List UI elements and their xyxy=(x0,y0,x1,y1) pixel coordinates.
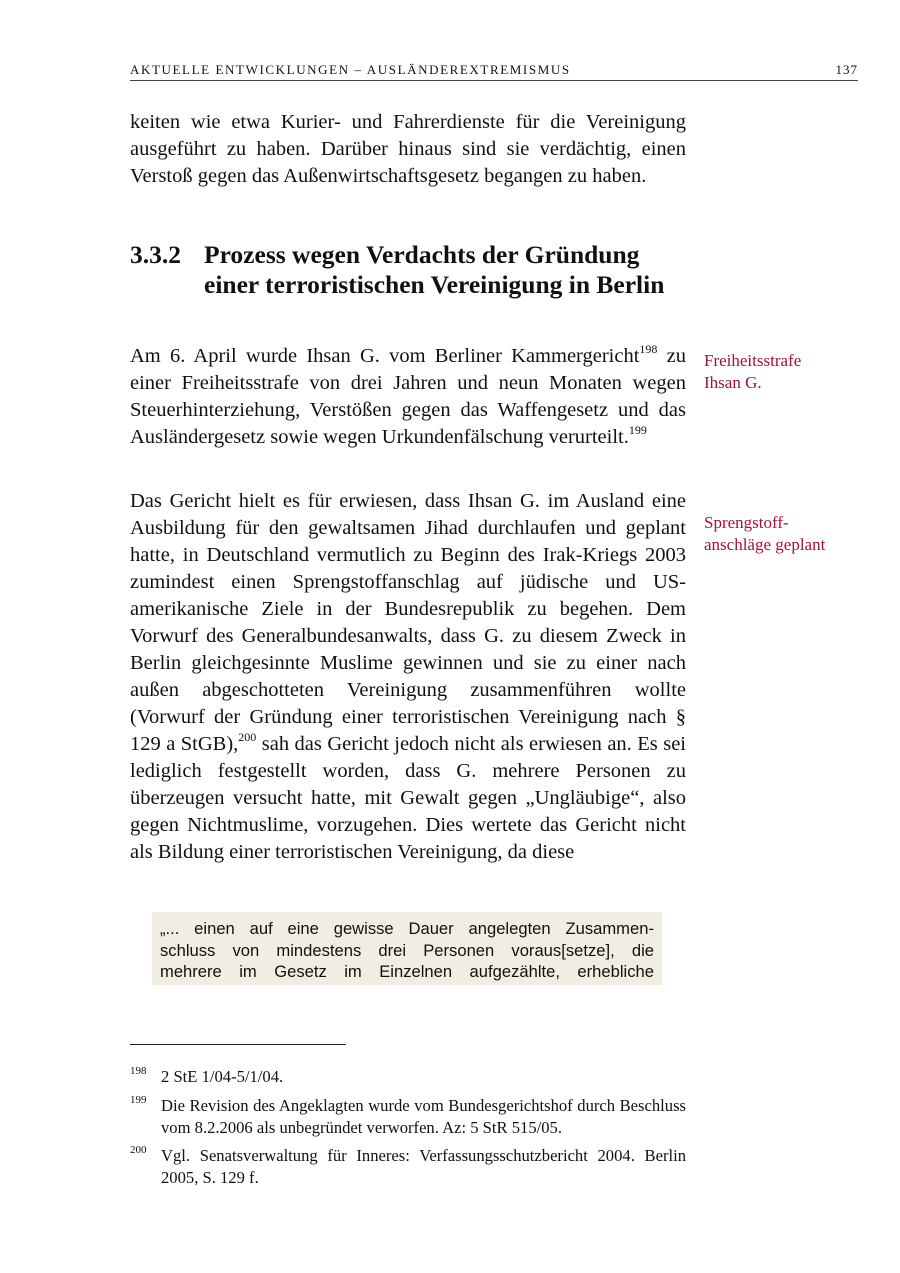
footnote-text: Vgl. Senatsverwaltung für Inneres: Verfassungsschutzbericht 2004. Berlin 2005, S. 129 f. xyxy=(161,1146,686,1187)
intro-paragraph-block xyxy=(130,109,686,190)
footnote-200 xyxy=(130,1145,686,1188)
margin-note-1-line-2: Ihsan G. xyxy=(704,373,762,392)
margin-note-2-line-2: anschläge geplant xyxy=(704,535,826,554)
margin-note-1-line-1: Freiheitsstrafe xyxy=(704,351,802,370)
running-title: AKTUELLE ENTWICKLUNGEN – AUSLÄNDEREXTREMISMUS xyxy=(130,62,571,77)
paragraph-1-block xyxy=(130,343,686,451)
header-rule xyxy=(130,80,858,81)
section-title: Prozess wegen Verdachts der Gründung einer terroristischen Vereinigung in Berlin xyxy=(204,240,665,299)
intro-paragraph: keiten wie etwa Kurier- und Fahrerdienste für die Vereinigung ausgeführt zu haben. Darüber hinaus sind sie verdächtig, einen Verstoß gegen das Außenwirtschaftsgesetz begangen zu haben. xyxy=(130,111,686,187)
quote-block xyxy=(152,912,662,985)
paragraph-2 xyxy=(130,488,686,866)
paragraph-1-text-a: Am 6. April wurde Ihsan G. vom Berliner Kammergericht xyxy=(130,345,640,367)
section-heading xyxy=(130,240,686,300)
paragraph-2-block xyxy=(130,488,686,866)
margin-note-sprengstoff xyxy=(704,512,874,556)
section-number: 3.3.2 xyxy=(130,240,181,269)
paragraph-2-text-a: Das Gericht hielt es für erwiesen, dass Ihsan G. im Ausland eine Ausbildung für den gewaltsamen Jihad durchlaufen und geplant hatte, in Deutschland vermutlich zu Beginn des Irak-Kriegs 2003 zumindest einen Sprengstoffanschlag auf jüdische und US-amerikanische Ziele in der Bundesrepublik zu begehen. Dem Vorwurf des Generalbundesanwalts, dass G. zu diesem Zweck in Berlin gleichgesinnte Muslime gewinnen und sie zu einer nach außen abgeschotteten Vereinigung zusammenführen wollte (Vorwurf der Gründung einer terroristischen Vereinigung nach § 129 a StGB), xyxy=(130,490,686,755)
quote-line-1: „... einen auf eine gewisse Dauer angelegten Zusammen- xyxy=(160,919,654,938)
footnote-ref-198[interactable]: 198 xyxy=(639,342,658,356)
paragraph-1 xyxy=(130,343,686,451)
footnote-text: 2 StE 1/04-5/1/04. xyxy=(161,1067,284,1086)
footnote-separator xyxy=(130,1044,346,1045)
quote-line-2: schluss von mindestens drei Personen voraus[setze], die xyxy=(160,940,654,960)
quote-line-3: mehrere im Gesetz im Einzelnen aufgezählte, erhebliche xyxy=(160,962,654,981)
margin-note-freiheitsstrafe xyxy=(704,350,874,394)
footnote-text: Die Revision des Angeklagten wurde vom Bundesgerichtshof durch Beschluss vom 8.2.2006 als unbegründet verworfen. Az: 5 StR 515/05. xyxy=(161,1096,686,1137)
footnote-ref-200[interactable]: 200 xyxy=(238,730,257,744)
footnote-number: 198 xyxy=(130,1065,147,1077)
paragraph-1-text-b: zu einer Freiheitsstrafe von drei Jahren und neun Monaten wegen Steuerhinterziehung, Verstößen gegen das Waffengesetz und das Ausländergesetz sowie wegen Urkundenfälschung verurteilt. xyxy=(130,345,686,448)
footnote-ref-199[interactable]: 199 xyxy=(628,423,647,437)
paragraph-2-text-b: sah das Gericht jedoch nicht als erwiesen an. Es sei lediglich festgestellt worden, dass G. mehrere Personen zu überzeugen versucht hatte, mit Gewalt gegen „Ungläubige“, also gegen Nichtmuslime, vorzugehen. Dies wertete das Gericht nicht als Bildung einer terroristischen Vereinigung, da diese xyxy=(130,733,686,863)
footnote-198 xyxy=(130,1066,686,1088)
footnote-number: 200 xyxy=(130,1144,147,1156)
running-header xyxy=(130,62,858,78)
page-number: 137 xyxy=(835,62,858,77)
footnote-number: 199 xyxy=(130,1094,147,1106)
footnote-199 xyxy=(130,1095,686,1138)
margin-note-2-line-1: Sprengstoff- xyxy=(704,513,789,532)
